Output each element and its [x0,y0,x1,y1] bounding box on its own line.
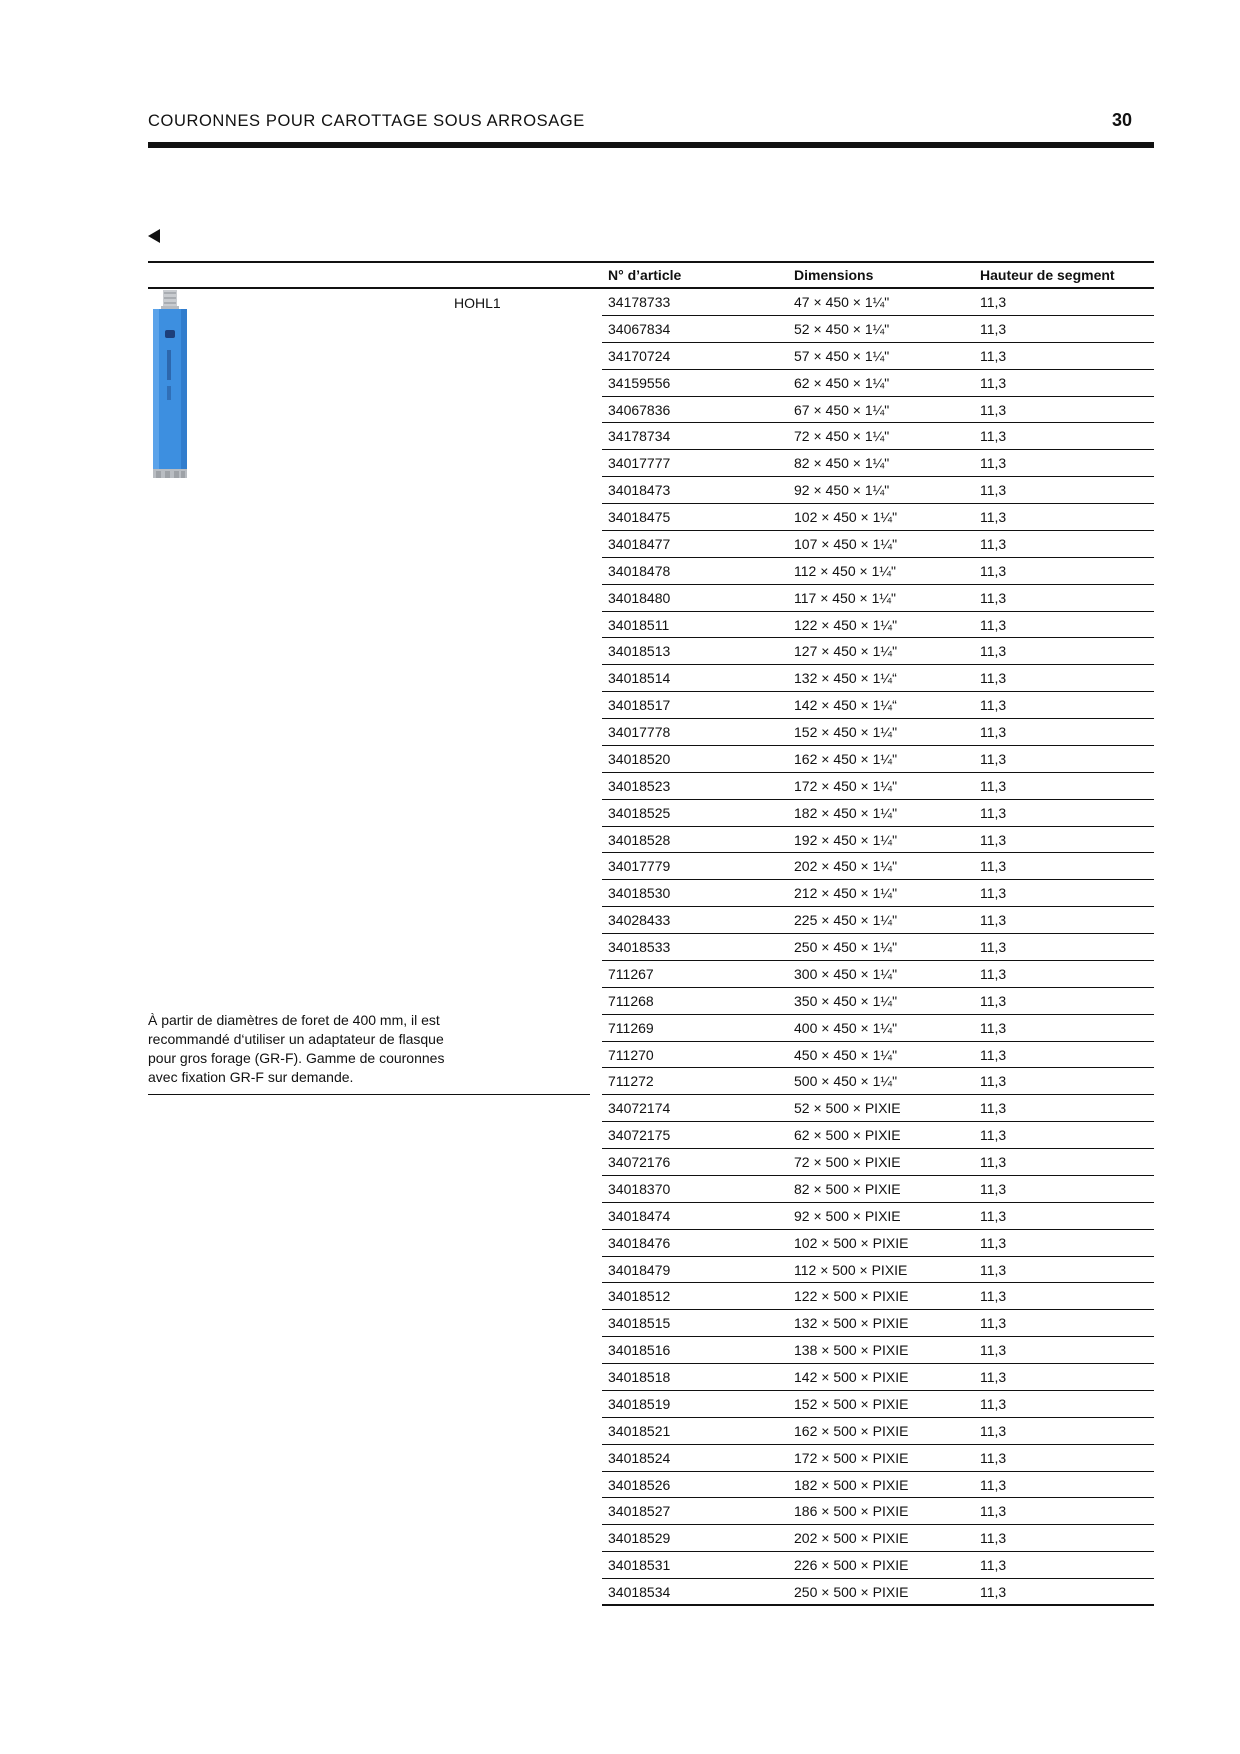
article-number-cell: 34159556 [608,374,671,391]
segment-height-cell: 11,3 [980,939,1007,955]
dimensions-cell: 212 × 450 × 1¼" [794,885,898,902]
table-row [602,800,1154,827]
segment-height-cell: 11,3 [980,1207,1007,1224]
segment-height-cell: 11,3 [980,347,1007,364]
article-number-cell: 34018516 [608,1342,671,1359]
dimensions-cell: 132 × 500 × PIXIE [794,1315,909,1332]
dimensions-cell: 186 × 500 × PIXIE [794,1503,909,1520]
note-text: À partir de diamètres de foret de 400 mm, il est recommandé d‘utiliser un adaptateur de flasque pour gros forage (GR-F). Gamme de couronnes avec fixation GR-F sur demande. [148,1012,445,1085]
article-number-cell: 34018521 [608,1422,671,1439]
table-row [602,370,1154,397]
table-row [602,1445,1154,1472]
segment-height-cell: 11,3 [980,401,1007,418]
article-number-cell: 34017777 [608,455,671,472]
segment-height-cell: 11,3 [980,885,1007,902]
segment-height-cell: 11,3 [980,1127,1007,1144]
dimensions-cell: 500 × 450 × 1¼" [794,1073,898,1090]
dimensions-cell: 400 × 450 × 1¼" [794,1019,898,1036]
dimensions-cell: 117 × 450 × 1¼" [794,589,897,606]
dimensions-cell: 127 × 450 × 1¼" [794,643,898,660]
back-arrow-icon[interactable] [148,229,160,243]
table-row [602,1472,1154,1499]
dimensions-cell: 225 × 450 × 1¼" [794,912,898,929]
article-number-cell: 34018478 [608,562,671,579]
article-number-cell: 34018370 [608,1180,671,1197]
dimensions-cell: 47 × 450 × 1¼" [794,294,890,310]
segment-height-cell: 11,3 [980,374,1007,391]
dimensions-cell: 300 × 450 × 1¼" [794,965,898,982]
segment-height-cell: 11,3 [980,804,1007,821]
segment-height-cell: 11,3 [980,1369,1007,1385]
segment-height-cell: 11,3 [980,670,1007,687]
dimensions-cell: 102 × 450 × 1¼" [794,509,898,525]
segment-height-cell: 11,3 [980,992,1007,1009]
article-number-cell: 34018474 [608,1207,671,1224]
segment-height-cell: 11,3 [980,643,1007,660]
table-row [602,1525,1154,1552]
dimensions-cell: 142 × 500 × PIXIE [794,1369,909,1385]
segment-height-cell: 11,3 [980,509,1007,525]
article-number-cell: 34018512 [608,1288,671,1305]
table-row [602,1042,1154,1069]
table-row [602,1068,1154,1095]
segment-height-cell: 11,3 [980,858,1007,875]
article-number-cell: 34018511 [608,616,670,633]
table-row [602,1257,1154,1284]
segment-height-cell: 11,3 [980,535,1007,552]
segment-height-cell: 11,3 [980,1476,1007,1493]
segment-height-cell: 11,3 [980,428,1007,445]
article-number-cell: 34018528 [608,831,671,848]
segment-height-cell: 11,3 [980,1154,1007,1170]
table-row [602,289,1154,316]
left-section-rule [148,1094,590,1095]
segment-height-cell: 11,3 [980,1584,1007,1600]
header-rule [148,142,1154,148]
table-row [602,988,1154,1015]
dimensions-cell: 226 × 500 × PIXIE [794,1557,909,1574]
dimensions-cell: 92 × 500 × PIXIE [794,1207,901,1224]
segment-height-cell: 11,3 [980,1019,1007,1036]
dimensions-cell: 72 × 450 × 1¼" [794,428,890,445]
table-row [602,638,1154,665]
segment-height-cell: 11,3 [980,750,1007,767]
dimensions-cell: 162 × 500 × PIXIE [794,1422,909,1439]
article-number-cell: 34018479 [608,1261,671,1278]
article-number-cell: 34018519 [608,1395,671,1412]
article-number-cell: 34018523 [608,777,671,794]
article-number-cell: 34018517 [608,697,671,714]
dimensions-cell: 122 × 450 × 1¼" [794,616,898,633]
dimensions-cell: 142 × 450 × 1¼“ [794,697,897,714]
segment-height-cell: 11,3 [980,1046,1007,1063]
dimensions-cell: 202 × 500 × PIXIE [794,1530,909,1547]
dimensions-cell: 152 × 450 × 1¼" [794,724,898,740]
article-number-cell: 34018476 [608,1234,671,1251]
table-row [602,1391,1154,1418]
article-number-cell: 34178734 [608,428,671,445]
table-row [602,1095,1154,1122]
segment-height-cell: 11,3 [980,562,1007,579]
dimensions-cell: 102 × 500 × PIXIE [794,1234,909,1251]
article-number-cell: 34170724 [608,347,671,364]
table-row [602,692,1154,719]
article-number-cell: 34018533 [608,939,671,955]
dimensions-cell: 350 × 450 × 1¼" [794,992,898,1009]
page-header-title: COURONNES POUR CAROTTAGE SOUS ARROSAGE [148,112,585,130]
dimensions-cell: 172 × 500 × PIXIE [794,1449,909,1466]
segment-height-cell: 11,3 [980,1503,1007,1520]
segment-height-cell: 11,3 [980,1557,1007,1574]
table-row [602,1122,1154,1149]
table-row [602,961,1154,988]
dimensions-cell: 162 × 450 × 1¼" [794,750,898,767]
dimensions-cell: 172 × 450 × 1¼" [794,777,898,794]
segment-height-cell: 11,3 [980,1288,1007,1305]
table-row [602,585,1154,612]
segment-height-cell: 11,3 [980,320,1007,337]
column-header-segment-height: Hauteur de segment [980,267,1115,283]
article-number-cell: 34018473 [608,482,671,499]
segment-height-cell: 11,3 [980,616,1007,633]
segment-height-cell: 11,3 [980,482,1007,499]
dimensions-cell: 192 × 450 × 1¼" [794,831,898,848]
table-row [602,827,1154,854]
dimensions-cell: 202 × 450 × 1¼" [794,858,898,875]
dimensions-cell: 62 × 500 × PIXIE [794,1127,901,1144]
table-row [602,1418,1154,1445]
dimensions-cell: 72 × 500 × PIXIE [794,1154,901,1170]
dimensions-cell: 138 × 500 × PIXIE [794,1342,909,1359]
article-number-cell: 34018527 [608,1503,671,1520]
table-row [602,1149,1154,1176]
dimensions-cell: 67 × 450 × 1¼" [794,401,890,418]
segment-height-cell: 11,3 [980,965,1007,982]
dimensions-cell: 82 × 500 × PIXIE [794,1180,901,1197]
article-number-cell: 34018514 [608,670,671,687]
article-number-cell: 34018518 [608,1369,671,1385]
article-number-cell: 711269 [608,1019,654,1036]
table-row [602,1552,1154,1579]
table-body [602,289,1154,1606]
table-row [602,316,1154,343]
segment-height-cell: 11,3 [980,1261,1007,1278]
table-row [602,746,1154,773]
dimensions-cell: 112 × 450 × 1¼" [794,562,897,579]
article-number-cell: 34017779 [608,858,671,875]
table-row [602,1203,1154,1230]
table-row [602,531,1154,558]
article-number-cell: 34072176 [608,1154,671,1170]
table-row [602,1337,1154,1364]
dimensions-cell: 92 × 450 × 1¼" [794,482,890,499]
table-row [602,1310,1154,1337]
table-row [602,1579,1154,1606]
table-row [602,1015,1154,1042]
dimensions-cell: 182 × 500 × PIXIE [794,1476,909,1493]
dimensions-cell: 62 × 450 × 1¼" [794,374,890,391]
table-row [602,719,1154,746]
table-row [602,477,1154,504]
article-number-cell: 34018534 [608,1584,671,1600]
article-number-cell: 34018524 [608,1449,671,1466]
segment-height-cell: 11,3 [980,294,1007,310]
segment-height-cell: 11,3 [980,724,1007,740]
table-row [602,343,1154,370]
article-number-cell: 711268 [608,992,654,1009]
dimensions-cell: 52 × 450 × 1¼" [794,320,890,337]
segment-height-cell: 11,3 [980,1422,1007,1439]
segment-height-cell: 11,3 [980,1100,1007,1117]
segment-height-cell: 11,3 [980,1342,1007,1359]
dimensions-cell: 57 × 450 × 1¼" [794,347,890,364]
table-row [602,612,1154,639]
article-number-cell: 34018531 [608,1557,671,1574]
segment-height-cell: 11,3 [980,1395,1007,1412]
segment-height-cell: 11,3 [980,589,1007,606]
page-number: 30 [1111,110,1132,130]
column-header-dimensions: Dimensions [794,267,874,283]
segment-height-cell: 11,3 [980,1180,1007,1197]
table-row [602,665,1154,692]
dimensions-cell: 132 × 450 × 1¼“ [794,670,897,687]
article-number-cell: 711272 [608,1073,654,1090]
article-number-cell: 34178733 [608,294,671,310]
dimensions-cell: 112 × 500 × PIXIE [794,1261,908,1278]
dimensions-cell: 250 × 450 × 1¼" [794,939,898,955]
article-number-cell: 34018513 [608,643,671,660]
dimensions-cell: 250 × 500 × PIXIE [794,1584,909,1600]
article-number-cell: 34018480 [608,589,671,606]
table-row [602,934,1154,961]
article-number-cell: 34018520 [608,750,671,767]
article-number-cell: 34017778 [608,724,671,740]
segment-height-cell: 11,3 [980,777,1007,794]
table-row [602,1230,1154,1257]
article-number-cell: 34018525 [608,804,671,821]
table-row [602,1498,1154,1525]
segment-height-cell: 11,3 [980,1449,1007,1466]
table-row [602,1176,1154,1203]
segment-height-cell: 11,3 [980,831,1007,848]
segment-height-cell: 11,3 [980,1315,1007,1332]
article-number-cell: 34018475 [608,509,671,525]
segment-height-cell: 11,3 [980,455,1007,472]
segment-height-cell: 11,3 [980,1073,1007,1090]
article-number-cell: 34072175 [608,1127,671,1144]
core-drill-bit-image [148,290,192,480]
table-row [602,397,1154,424]
table-row [602,504,1154,531]
segment-height-cell: 11,3 [980,1530,1007,1547]
article-number-cell: 34018477 [608,535,671,552]
article-number-cell: 711270 [608,1046,654,1063]
table-row [602,853,1154,880]
article-number-cell: 34072174 [608,1100,671,1117]
article-number-cell: 34067836 [608,401,671,418]
dimensions-cell: 152 × 500 × PIXIE [794,1395,909,1412]
table-row [602,773,1154,800]
product-label: HOHL1 [454,295,501,311]
table-row [602,1283,1154,1310]
segment-height-cell: 11,3 [980,1234,1007,1251]
article-number-cell: 34018530 [608,885,671,902]
article-number-cell: 711267 [608,965,654,982]
dimensions-cell: 82 × 450 × 1¼" [794,455,890,472]
segment-height-cell: 11,3 [980,912,1007,929]
article-number-cell: 34018529 [608,1530,671,1547]
article-number-cell: 34018526 [608,1476,671,1493]
table-row [602,880,1154,907]
dimensions-cell: 182 × 450 × 1¼" [794,804,898,821]
segment-height-cell: 11,3 [980,697,1007,714]
dimensions-cell: 52 × 500 × PIXIE [794,1100,901,1117]
article-number-cell: 34018515 [608,1315,671,1332]
table-row [602,907,1154,934]
table-row [602,450,1154,477]
column-header-article: N° d’article [608,267,682,283]
dimensions-cell: 450 × 450 × 1¼" [794,1046,898,1063]
article-number-cell: 34067834 [608,320,671,337]
table-row [602,423,1154,450]
table-row [602,1364,1154,1391]
table-row [602,558,1154,585]
dimensions-cell: 122 × 500 × PIXIE [794,1288,909,1305]
table-header-row [148,263,1154,289]
article-number-cell: 34028433 [608,912,671,929]
dimensions-cell: 107 × 450 × 1¼" [794,535,898,552]
